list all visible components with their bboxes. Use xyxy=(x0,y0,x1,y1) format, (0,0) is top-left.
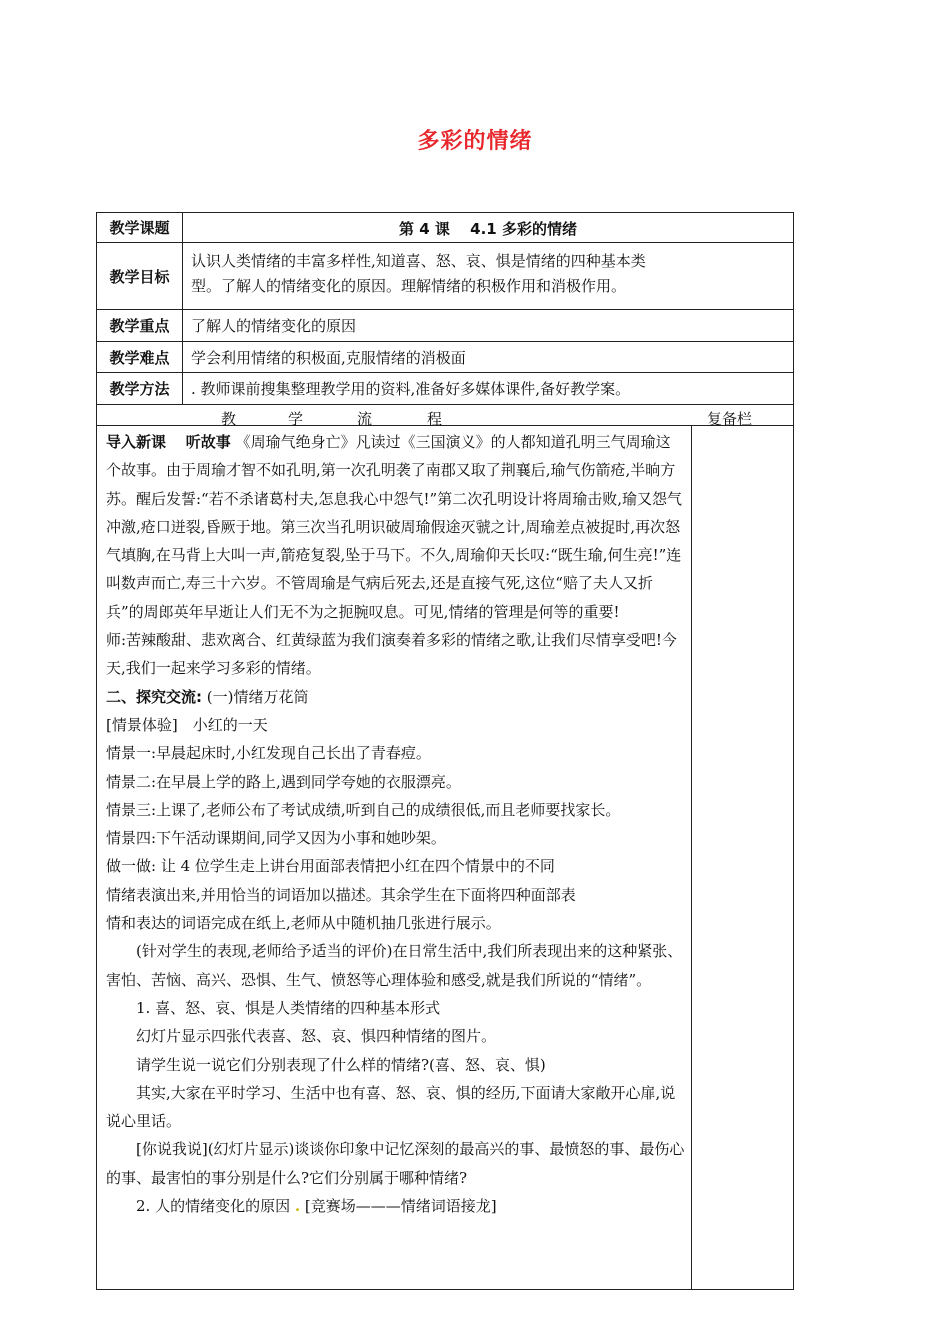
point-2 xyxy=(106,1192,685,1220)
intro-text: 《周瑜气绝身亡》凡读过《三国演义》的人都知道孔明三气周瑜这个故事。由于周瑜才智不如孔明,第一次孔明袭了南郡又取了荆襄后,瑜气伤箭疮,半晌方苏。醒后发誓:“若不杀诸葛村夫,怎息我心中怨气!”第二次孔明设计将周瑜击败,瑜又怨气冲激,疮口迸裂,昏厥于地。第三次当孔明识破周瑜假途灭虢之计,周瑜差点被捉时,再次怒气填胸,在马背上大叫一声,箭疮复裂,坠于马下。不久,周瑜仰天长叹:“既生瑜,何生亮!”连叫数声而亡,寿三十六岁。不管周瑜是气病后死去,还是直接气死,这位“赔了夫人又折兵”的周郎英年早逝让人们无不为之扼腕叹息。可见,情绪的管理是何等的重要! xyxy=(106,433,682,621)
evaluation-paragraph: (针对学生的表现,老师给予适当的评价)在日常生活中,我们所表现出来的这种紧张、害怕、苦恼、高兴、恐惧、生气、愤怒等心理体验和感受,就是我们所说的“情绪”。 xyxy=(106,942,683,989)
teacher-text: 师:苦辣酸甜、悲欢离合、红黄绿蓝为我们演奏着多彩的情绪之歌,让我们尽情享受吧!今天,我们一起来学习多彩的情绪。 xyxy=(106,631,677,678)
you-say-paragraph: [你说我说](幻灯片显示)谈谈你印象中记忆深刻的最高兴的事、最愤怒的事、最伤心的事、最害怕的事分别是什么?它们分别属于哪种情绪? xyxy=(106,1140,685,1187)
goal-value xyxy=(183,243,793,309)
section2-heading xyxy=(106,683,685,711)
topic-label: 教学课题 xyxy=(97,213,183,242)
scene-title: [情景体验] 小红的一天 xyxy=(106,715,268,734)
difficulty-label: 教学难点 xyxy=(97,342,183,372)
activity-line-2: 情绪表演出来,并用恰当的词语加以描述。其余学生在下面将四种面部表 xyxy=(106,885,576,904)
intro-head: 导入新课 xyxy=(106,433,167,451)
mark-dot: . xyxy=(294,1197,301,1216)
flow-char-2: 学 xyxy=(288,410,304,428)
method-row xyxy=(97,373,793,405)
scene-1: 情景一:早晨起床时,小红发现自己长出了青春痘。 xyxy=(106,744,431,763)
point-1: 1. 喜、怒、哀、惧是人类情绪的四种基本形式 xyxy=(136,998,441,1017)
difficulty-value: 学会利用情绪的积极面,克服情绪的消极面 xyxy=(191,349,466,367)
slide-text: 幻灯片显示四张代表喜、怒、哀、惧四种情绪的图片。 xyxy=(136,1027,497,1046)
section2-head: 二、探究交流: xyxy=(106,687,202,706)
method-label: 教学方法 xyxy=(97,373,183,404)
key-row xyxy=(97,310,793,342)
topic-value: 第 4 课 4.1 多彩的情绪 xyxy=(399,220,577,238)
flow-row xyxy=(97,405,793,426)
section2-sub: (一)情绪万花筒 xyxy=(206,687,309,706)
flow-char-1: 教 xyxy=(221,410,237,428)
topic-row xyxy=(97,213,793,243)
scene-4: 情景四:下午活动课期间,同学又因为小事和她吵架。 xyxy=(106,829,446,848)
activity-line-3: 情和表达的词语完成在纸上,老师从中随机抽几张进行展示。 xyxy=(106,914,501,933)
review-label: 复备栏 xyxy=(707,410,753,428)
key-value: 了解人的情绪变化的原因 xyxy=(191,317,357,335)
intro-sub: 听故事 xyxy=(185,433,231,451)
goal-line-2: 型。了解人的情绪变化的原因。理解情绪的积极作用和消极作用。 xyxy=(191,277,627,295)
actually-paragraph: 其实,大家在平时学习、生活中也有喜、怒、哀、惧的经历,下面请大家敞开心扉,说说心里话。 xyxy=(106,1083,676,1131)
method-value: . 教师课前搜集整理教学用的资料,准备好多媒体课件,备好教学案。 xyxy=(191,380,631,398)
flow-char-3: 流 xyxy=(357,410,373,428)
key-label: 教学重点 xyxy=(97,310,183,341)
teaching-content xyxy=(97,426,692,1290)
flow-char-4: 程 xyxy=(427,410,443,428)
scene-2: 情景二:在早晨上学的路上,遇到同学夸她的衣服漂亮。 xyxy=(106,772,461,791)
activity-line-1: 做一做: 让 4 位学生走上讲台用面部表情把小红在四个情景中的不同 xyxy=(106,857,555,876)
point-2-sub: [竞赛场———情绪词语接龙] xyxy=(304,1197,497,1216)
goal-label: 教学目标 xyxy=(97,243,183,309)
goal-row xyxy=(97,243,793,310)
ask-text: 请学生说一说它们分别表现了什么样的情绪?(喜、怒、哀、惧) xyxy=(136,1055,546,1074)
page-title: 多彩的情绪 xyxy=(417,129,533,154)
intro-paragraph xyxy=(106,428,685,626)
lesson-plan-table xyxy=(96,212,794,1290)
scene-3: 情景三:上课了,老师公布了考试成绩,听到自己的成绩很低,而且老师要找家长。 xyxy=(106,800,621,819)
goal-line-1: 认识人类情绪的丰富多样性,知道喜、怒、哀、惧是情绪的四种基本类 xyxy=(191,252,646,270)
difficulty-row xyxy=(97,342,793,373)
point-2-text: 2. 人的情绪变化的原因 xyxy=(136,1197,291,1216)
